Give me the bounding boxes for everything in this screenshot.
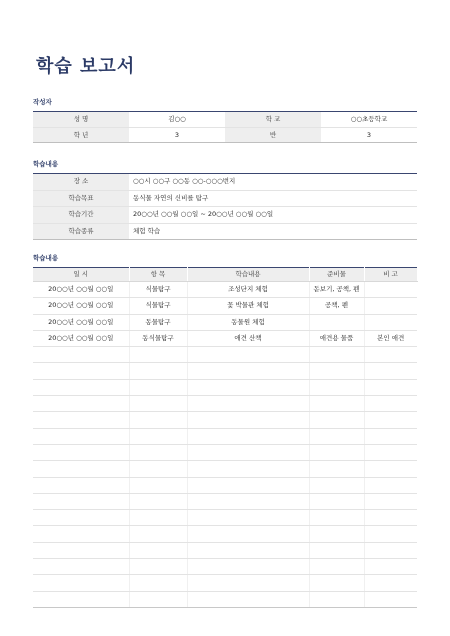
name-value: 김○○ [129,112,225,128]
table-row [33,461,417,477]
name-label: 성 명 [33,112,129,128]
date-cell [33,444,129,460]
content-cell [187,379,309,395]
supplies-cell [309,477,364,493]
supplies-cell: 애견용 물품 [309,330,364,346]
content-cell: 조성단지 체험 [187,282,309,298]
content-cell [187,542,309,558]
item-cell [129,493,187,509]
content-cell [187,396,309,412]
table-row [33,575,417,591]
item-cell [129,477,187,493]
content-cell: 동물원 체험 [187,314,309,330]
date-cell [33,510,129,526]
date-cell: 20○○년 ○○월 ○○일 [33,314,129,330]
note-cell [364,363,417,379]
header-item: 항 목 [129,268,187,282]
table-row [33,396,417,412]
note-cell [364,493,417,509]
table-row [33,314,417,330]
content-section-label: 학습내용 [33,160,59,168]
supplies-cell: 돋보기, 공책, 펜 [309,282,364,298]
supplies-cell [309,461,364,477]
supplies-cell: 공책, 펜 [309,298,364,314]
content-cell [187,493,309,509]
content-cell [187,347,309,363]
date-cell [33,591,129,607]
note-cell [364,575,417,591]
content-cell: 애견 산책 [187,330,309,346]
item-cell: 식물탐구 [129,298,187,314]
note-cell [364,412,417,428]
content-cell [187,363,309,379]
item-cell [129,379,187,395]
content-cell [187,575,309,591]
item-cell [129,575,187,591]
author-section-label: 작성자 [33,98,52,106]
table-row [33,428,417,444]
author-table [33,111,417,143]
date-cell [33,412,129,428]
table-row [33,412,417,428]
table-row [33,542,417,558]
note-cell [364,379,417,395]
page-title: 학습 보고서 [36,56,136,77]
date-cell [33,477,129,493]
supplies-cell [309,542,364,558]
note-cell [364,477,417,493]
item-cell [129,444,187,460]
item-cell: 동물탐구 [129,314,187,330]
table-row [33,330,417,346]
item-cell [129,591,187,607]
supplies-cell [309,526,364,542]
note-cell [364,428,417,444]
schedule-table [33,267,418,608]
table-row [33,223,417,240]
note-cell [364,526,417,542]
supplies-cell [309,314,364,330]
content-row-value: ○○시 ○○구 ○○동 ○○-○○○번지 [129,174,417,191]
supplies-cell [309,428,364,444]
content-row-label: 학습종류 [33,223,129,240]
table-row [33,298,417,314]
item-cell [129,542,187,558]
school-value: ○○초등학교 [321,112,417,128]
item-cell: 식물탐구 [129,282,187,298]
content-cell [187,559,309,575]
note-cell [364,347,417,363]
supplies-cell [309,575,364,591]
supplies-cell [309,347,364,363]
supplies-cell [309,559,364,575]
content-row-label: 학습목표 [33,190,129,207]
item-cell [129,559,187,575]
table-row [33,591,417,607]
supplies-cell [309,412,364,428]
date-cell [33,542,129,558]
table-row [33,190,417,207]
grade-label: 학 년 [33,127,129,143]
content-cell [187,461,309,477]
date-cell: 20○○년 ○○월 ○○일 [33,330,129,346]
date-cell [33,396,129,412]
item-cell [129,461,187,477]
table-row [33,112,417,128]
item-cell [129,347,187,363]
table-row [33,559,417,575]
note-cell [364,591,417,607]
table-row [33,444,417,460]
item-cell [129,412,187,428]
header-supplies: 준비물 [309,268,364,282]
date-cell [33,428,129,444]
table-row [33,379,417,395]
item-cell [129,526,187,542]
note-cell [364,542,417,558]
note-cell [364,461,417,477]
header-content: 학습내용 [187,268,309,282]
supplies-cell [309,363,364,379]
content-row-value: 동식물 자연의 신비를 탐구 [129,190,417,207]
date-cell [33,379,129,395]
content-cell [187,510,309,526]
content-row-value: 체험 학습 [129,223,417,240]
class-label: 반 [225,127,321,143]
table-row [33,477,417,493]
content-row-value: 20○○년 ○○월 ○○일 ~ 20○○년 ○○월 ○○일 [129,207,417,224]
content-row-label: 장 소 [33,174,129,191]
class-value: 3 [321,127,417,143]
table-row [33,493,417,509]
date-cell [33,493,129,509]
table-row [33,363,417,379]
content-cell [187,526,309,542]
date-cell [33,559,129,575]
supplies-cell [309,379,364,395]
supplies-cell [309,493,364,509]
supplies-cell [309,444,364,460]
school-label: 학 교 [225,112,321,128]
content-cell [187,444,309,460]
note-cell: 본인 애견 [364,330,417,346]
date-cell [33,347,129,363]
note-cell [364,396,417,412]
note-cell [364,314,417,330]
content-row-label: 학습기간 [33,207,129,224]
note-cell [364,282,417,298]
schedule-body [33,282,417,608]
date-cell [33,363,129,379]
table-row [33,510,417,526]
item-cell [129,363,187,379]
note-cell [364,559,417,575]
date-cell: 20○○년 ○○월 ○○일 [33,282,129,298]
grade-value: 3 [129,127,225,143]
table-row [33,207,417,224]
content-cell [187,591,309,607]
content-cell [187,477,309,493]
header-note: 비 고 [364,268,417,282]
item-cell [129,510,187,526]
table-row [33,174,417,191]
date-cell [33,526,129,542]
content-cell [187,428,309,444]
table-row [33,282,417,298]
table-row [33,127,417,143]
content-table [33,173,417,240]
date-cell [33,461,129,477]
note-cell [364,510,417,526]
date-cell: 20○○년 ○○월 ○○일 [33,298,129,314]
item-cell [129,428,187,444]
note-cell [364,444,417,460]
item-cell: 동식물탐구 [129,330,187,346]
content-cell: 꽃 박물관 체험 [187,298,309,314]
table-row [33,347,417,363]
date-cell [33,575,129,591]
supplies-cell [309,396,364,412]
content-cell [187,412,309,428]
item-cell [129,396,187,412]
table-header-row [33,268,417,282]
note-cell [364,298,417,314]
supplies-cell [309,510,364,526]
table-row [33,526,417,542]
schedule-section-label: 학습내용 [33,254,59,262]
header-date: 일 시 [33,268,129,282]
supplies-cell [309,591,364,607]
